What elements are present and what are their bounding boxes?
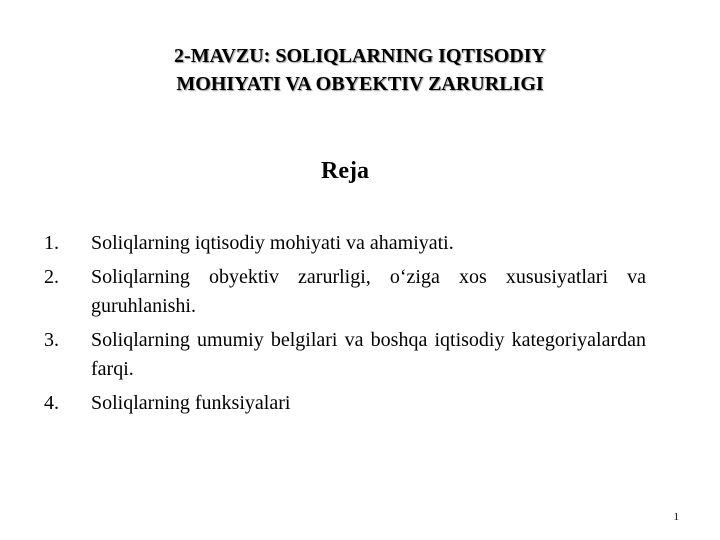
plan-item-number: 4. <box>44 391 59 414</box>
plan-item-text: Soliqlarning iqtisodiy mohiyati va ahamiyati. <box>91 232 454 254</box>
plan-item-text: Soliqlarning funksiyalari <box>91 391 291 414</box>
plan-item-number: 1. <box>44 232 59 254</box>
plan-item-number: 2. <box>44 265 59 288</box>
plan-item-number: 3. <box>44 328 59 351</box>
plan-list <box>44 229 646 422</box>
plan-item-1 <box>44 229 646 259</box>
plan-item-4 <box>44 389 646 419</box>
plan-heading: Reja <box>321 158 369 184</box>
slide-title-line-1: 2-MAVZU: SOLIQLARNING IQTISODIY <box>174 45 546 67</box>
plan-item-3 <box>44 326 646 385</box>
page-number: 1 <box>673 511 679 523</box>
plan-item-text: Soliqlarning obyektiv zarurligi, o‘ziga xos xususiyatlari va guruhlanishi. <box>91 265 646 317</box>
slide-title-line-2: MOHIYATI VA OBYEKTIV ZARURLIGI <box>176 73 544 95</box>
plan-item-text: Soliqlarning umumiy belgilari va boshqa iqtisodiy kategoriyalardan farqi. <box>91 328 646 380</box>
plan-item-2 <box>44 263 646 322</box>
slide-title <box>80 42 640 98</box>
